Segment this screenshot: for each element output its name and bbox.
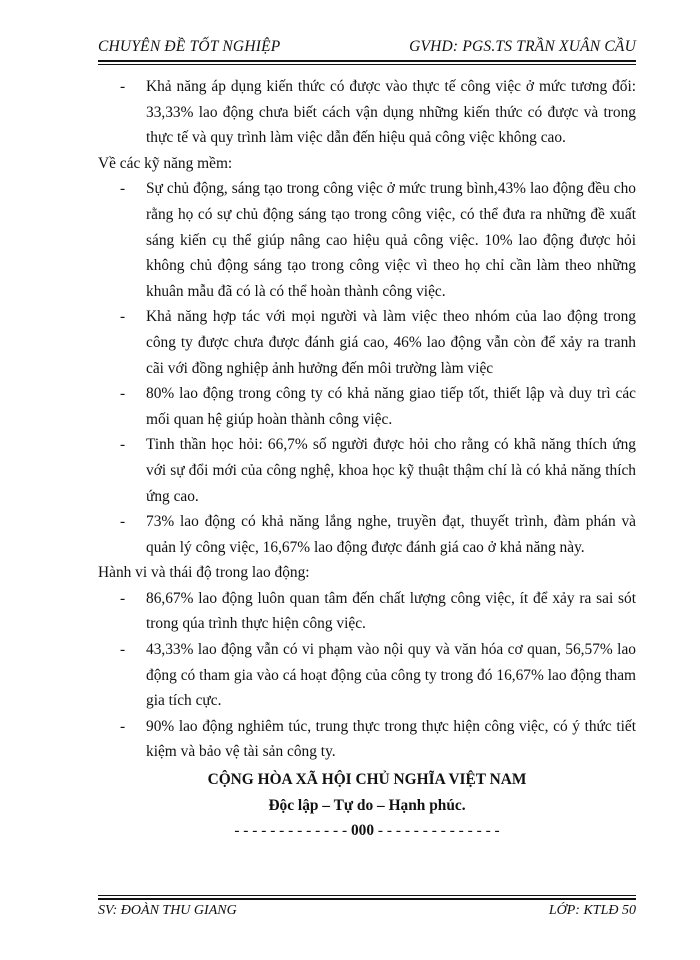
list-item-text: 90% lao động nghiêm túc, trung thực trong thực hiện công việc, có ý thức tiết kiệm và bảo vệ tài sản công ty.	[146, 717, 636, 761]
divider-right: - - - - - - - - - - - - - -	[374, 822, 500, 840]
bullet-dash: -	[120, 513, 126, 531]
list-item-text: Sự chủ động, sáng tạo trong công việc ở mức trung bình,43% lao động đều cho rằng họ có sự chủ động sáng tạo trong công việc, có thể đưa ra những đề xuất sáng kiến cụ thể giúp nâng cao hiệu quả công việc. 10% lao động được hỏi không chủ động sáng tạo trong công việc vì theo họ chỉ cần làm theo những khuân mẫu đã có là có thể hoàn thành công việc.	[146, 180, 636, 300]
motto-subtitle: Độc lập – Tự do – Hạnh phúc.	[268, 796, 466, 814]
page-header	[98, 38, 636, 56]
list-item	[98, 74, 636, 151]
list-item	[98, 637, 636, 714]
list-item	[98, 714, 636, 765]
header-left: CHUYÊN ĐỀ TỐT NGHIỆP	[98, 38, 281, 55]
body-content	[98, 74, 636, 844]
bullet-dash: -	[120, 180, 126, 198]
divider-left: - - - - - - - - - - - - -	[234, 822, 351, 840]
list-item-text: 86,67% lao động luôn quan tâm đến chất lượng công việc, ít để xảy ra sai sót trong qúa trình thực hiện công việc.	[146, 589, 636, 633]
footer-left: SV: ĐOÀN THU GIANG	[98, 903, 237, 918]
list-item	[98, 176, 636, 304]
ornament-divider	[98, 818, 636, 844]
bullet-dash: -	[120, 717, 126, 735]
bullet-dash: -	[120, 308, 126, 326]
header-right: GVHD: PGS.TS TRẦN XUÂN CẦU	[409, 38, 636, 55]
soft-skills-heading: Về các kỹ năng mềm:	[98, 154, 233, 172]
page-footer	[98, 903, 636, 919]
bullet-dash: -	[120, 641, 126, 659]
bullet-dash: -	[120, 589, 126, 607]
list-item-text: Khả năng hợp tác với mọi người và làm việc theo nhóm của lao động trong công ty được chưa được đánh giá cao, 46% lao động vẫn còn để xảy ra tranh cãi với đồng nghiệp ảnh hưởng đến môi trường làm việc	[146, 308, 636, 377]
divider-center: 000	[350, 822, 375, 840]
behavior-heading: Hành vi và thái độ trong lao động:	[98, 564, 310, 582]
footer-right: LỚP: KTLĐ 50	[548, 903, 636, 918]
list-item-text: Khả năng áp dụng kiến thức có được vào thực tế công việc ở mức tương đối: 33,33% lao động chưa biết cách vận dụng những kiến thức có được và trong thực tế và quy trình làm việc dẫn đến hiệu quả công việc không cao.	[146, 78, 636, 147]
header-rule	[98, 60, 636, 65]
footer-rule	[98, 895, 636, 900]
list-item-text: Tinh thần học hỏi: 66,7% số người được hỏi cho rằng có khã năng thích ứng với sự đổi mới của công nghệ, khoa học kỹ thuật thậm chí là có khả năng thích ứng cao.	[146, 436, 636, 505]
list-item	[98, 304, 636, 381]
bullet-dash: -	[120, 78, 126, 95]
list-item-text: 43,33% lao động vẫn có vi phạm vào nội quy và văn hóa cơ quan, 56,57% lao động có tham gia vào cá hoạt động của công ty trong đó 16,67% lao động tham gia tích cực.	[146, 641, 636, 710]
motto-title: CỘNG HÒA XÃ HỘI CHỦ NGHĨA VIỆT NAM	[207, 771, 527, 789]
list-item-text: 80% lao động trong công ty có khả năng giao tiếp tốt, thiết lập và duy trì các mối quan hệ giúp hoàn thành công việc.	[146, 385, 636, 428]
bullet-dash: -	[120, 436, 126, 454]
list-item	[98, 381, 636, 432]
bullet-dash: -	[120, 385, 126, 403]
list-item	[98, 509, 636, 560]
list-item-text: 73% lao động có khả năng lắng nghe, truyền đạt, thuyết trình, đàm phán và quản lý công việc, 16,67% lao động được đánh giá cao ở khả năng này.	[146, 513, 636, 556]
list-item	[98, 432, 636, 509]
list-item	[98, 586, 636, 637]
